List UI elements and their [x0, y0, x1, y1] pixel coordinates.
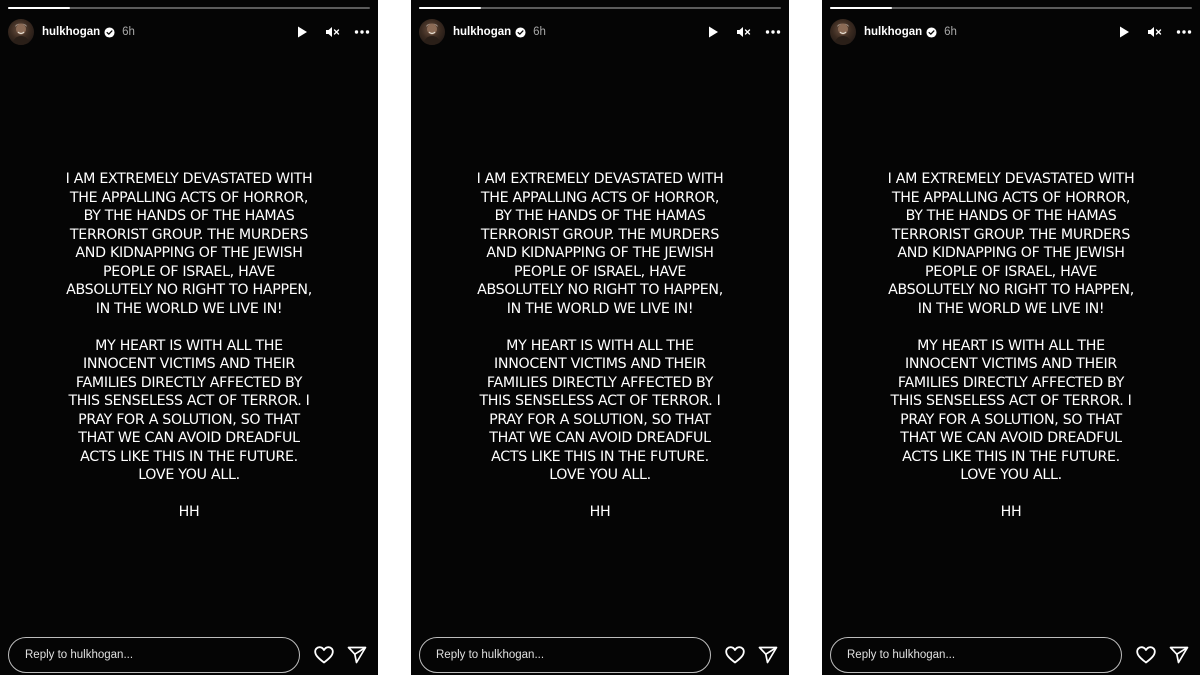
story-header	[830, 18, 1192, 46]
story-progress-fill	[419, 7, 481, 9]
more-options-icon[interactable]	[1176, 24, 1192, 40]
message-line: THAT WE CAN AVOID DREADFUL	[900, 430, 1122, 446]
message-line: THIS SENSELESS ACT OF TERROR. I	[479, 393, 721, 409]
heart-icon[interactable]	[1135, 644, 1157, 666]
message-paragraph	[411, 170, 789, 318]
message-line: THE APPALLING ACTS OF HORROR,	[891, 189, 1131, 206]
message-line: TERRORIST GROUP. THE MURDERS	[891, 226, 1131, 243]
message-paragraph	[822, 337, 1200, 485]
story-username[interactable]: hulkhogan	[864, 26, 923, 38]
message-paragraph	[822, 170, 1200, 318]
story-controls	[705, 24, 781, 40]
message-paragraph	[0, 337, 378, 485]
story-panel[interactable]	[822, 0, 1200, 675]
muted-speaker-icon[interactable]	[324, 24, 340, 40]
story-header	[8, 18, 370, 46]
story-panel[interactable]	[0, 0, 378, 675]
message-paragraph	[822, 503, 1200, 522]
send-icon[interactable]	[1168, 644, 1190, 666]
story-username[interactable]: hulkhogan	[453, 26, 512, 38]
message-line: BY THE HANDS OF THE HAMAS	[494, 208, 706, 224]
message-line: IN THE WORLD WE LIVE IN!	[917, 300, 1105, 317]
story-footer	[8, 637, 370, 673]
message-line: AND KIDNAPPING OF THE JEWISH	[75, 245, 303, 261]
message-paragraph	[411, 503, 789, 522]
play-icon[interactable]	[705, 24, 721, 40]
message-line: I AM EXTREMELY DEVASTATED WITH	[476, 171, 724, 187]
story-username[interactable]: hulkhogan	[42, 26, 101, 38]
message-line: INNOCENT VICTIMS AND THEIR	[494, 356, 706, 372]
story-message	[822, 170, 1200, 522]
message-line: IN THE WORLD WE LIVE IN!	[506, 300, 694, 317]
message-line: I AM EXTREMELY DEVASTATED WITH	[65, 171, 313, 187]
story-footer	[419, 637, 781, 673]
muted-speaker-icon[interactable]	[735, 24, 751, 40]
story-progress-bar	[830, 7, 1192, 9]
reply-input[interactable]	[830, 637, 1122, 673]
reply-input[interactable]	[8, 637, 300, 673]
message-paragraph	[0, 170, 378, 318]
message-line: INNOCENT VICTIMS AND THEIR	[905, 356, 1117, 372]
message-line: ABSOLUTELY NO RIGHT TO HAPPEN,	[477, 282, 723, 298]
story-controls	[1116, 24, 1192, 40]
message-line: MY HEART IS WITH ALL THE	[506, 337, 694, 354]
message-line: BY THE HANDS OF THE HAMAS	[83, 208, 295, 224]
message-line: THIS SENSELESS ACT OF TERROR. I	[890, 393, 1132, 409]
message-line: PEOPLE OF ISRAEL, HAVE	[513, 263, 687, 280]
verified-badge-icon	[926, 27, 937, 38]
message-paragraph	[411, 337, 789, 485]
story-timestamp: 6h	[533, 26, 546, 38]
story-progress-fill	[830, 7, 892, 9]
verified-badge-icon	[104, 27, 115, 38]
story-footer	[830, 637, 1192, 673]
story-header	[419, 18, 781, 46]
user-avatar[interactable]	[419, 19, 445, 45]
message-line: MY HEART IS WITH ALL THE	[917, 337, 1105, 354]
message-line: PEOPLE OF ISRAEL, HAVE	[102, 263, 276, 280]
message-line: ABSOLUTELY NO RIGHT TO HAPPEN,	[66, 282, 312, 298]
message-line: FAMILIES DIRECTLY AFFECTED BY	[75, 374, 303, 391]
story-progress-bar	[419, 7, 781, 9]
message-line: THAT WE CAN AVOID DREADFUL	[78, 430, 300, 446]
reply-input[interactable]	[419, 637, 711, 673]
message-line: THAT WE CAN AVOID DREADFUL	[489, 430, 711, 446]
story-controls	[294, 24, 370, 40]
more-options-icon[interactable]	[765, 24, 781, 40]
verified-badge-icon	[515, 27, 526, 38]
message-line: HH	[1000, 504, 1022, 520]
send-icon[interactable]	[346, 644, 368, 666]
message-paragraph	[0, 503, 378, 522]
message-line: PEOPLE OF ISRAEL, HAVE	[924, 263, 1098, 280]
message-line: IN THE WORLD WE LIVE IN!	[95, 300, 283, 317]
story-progress-fill	[8, 7, 70, 9]
message-line: LOVE YOU ALL.	[960, 467, 1062, 483]
message-line: THE APPALLING ACTS OF HORROR,	[69, 189, 309, 206]
message-line: PRAY FOR A SOLUTION, SO THAT	[489, 411, 711, 428]
message-line: TERRORIST GROUP. THE MURDERS	[480, 226, 720, 243]
more-options-icon[interactable]	[354, 24, 370, 40]
story-message	[0, 170, 378, 522]
message-line: ACTS LIKE THIS IN THE FUTURE.	[80, 448, 298, 465]
message-line: THIS SENSELESS ACT OF TERROR. I	[68, 393, 310, 409]
heart-icon[interactable]	[313, 644, 335, 666]
message-line: AND KIDNAPPING OF THE JEWISH	[486, 245, 714, 261]
story-timestamp: 6h	[122, 26, 135, 38]
story-timestamp: 6h	[944, 26, 957, 38]
message-line: THE APPALLING ACTS OF HORROR,	[480, 189, 720, 206]
message-line: ACTS LIKE THIS IN THE FUTURE.	[902, 448, 1120, 465]
message-line: BY THE HANDS OF THE HAMAS	[905, 208, 1117, 224]
message-line: FAMILIES DIRECTLY AFFECTED BY	[486, 374, 714, 391]
message-line: HH	[178, 504, 200, 520]
send-icon[interactable]	[757, 644, 779, 666]
user-avatar[interactable]	[8, 19, 34, 45]
message-line: PRAY FOR A SOLUTION, SO THAT	[900, 411, 1122, 428]
message-line: LOVE YOU ALL.	[138, 467, 240, 483]
message-line: FAMILIES DIRECTLY AFFECTED BY	[897, 374, 1125, 391]
story-progress-bar	[8, 7, 370, 9]
message-line: LOVE YOU ALL.	[549, 467, 651, 483]
message-line: I AM EXTREMELY DEVASTATED WITH	[887, 171, 1135, 187]
message-line: TERRORIST GROUP. THE MURDERS	[69, 226, 309, 243]
message-line: PRAY FOR A SOLUTION, SO THAT	[78, 411, 300, 428]
message-line: INNOCENT VICTIMS AND THEIR	[83, 356, 295, 372]
message-line: MY HEART IS WITH ALL THE	[95, 337, 283, 354]
play-icon[interactable]	[294, 24, 310, 40]
user-avatar[interactable]	[830, 19, 856, 45]
message-line: ACTS LIKE THIS IN THE FUTURE.	[491, 448, 709, 465]
heart-icon[interactable]	[724, 644, 746, 666]
story-panel[interactable]	[411, 0, 789, 675]
message-line: ABSOLUTELY NO RIGHT TO HAPPEN,	[888, 282, 1134, 298]
message-line: AND KIDNAPPING OF THE JEWISH	[897, 245, 1125, 261]
story-message	[411, 170, 789, 522]
message-line: HH	[589, 504, 611, 520]
muted-speaker-icon[interactable]	[1146, 24, 1162, 40]
play-icon[interactable]	[1116, 24, 1132, 40]
